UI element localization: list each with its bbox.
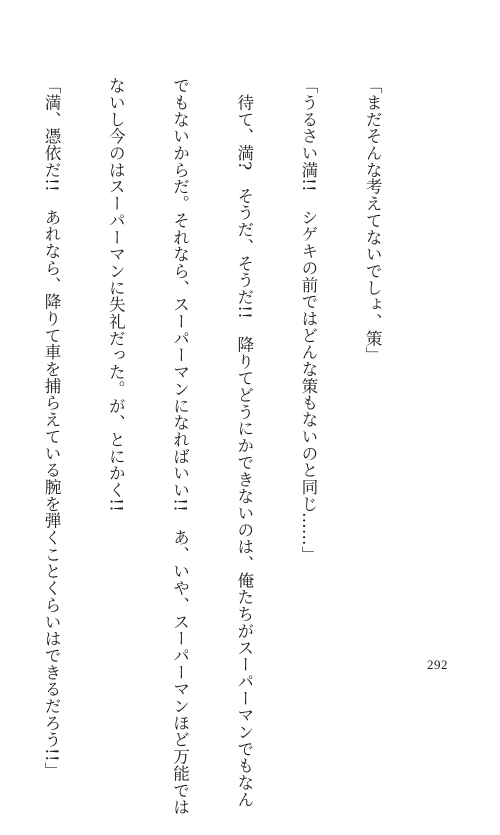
vertical-text-body [0,77,426,816]
page-number: 292 [427,657,448,672]
text-line: 「満、憑依だ!! あれなら、降りて車を捕らえている腕を弾くことくらいはできるだろう!!」 [42,77,62,779]
text-line: ないし今のはスーパーマンに失礼だった。が、とにかく!! [106,77,126,513]
text-line: 「うるさい満!! シゲキの前ではどんな策もないのと同じ……」 [298,77,318,563]
text-line: 待て、満? そうだ、そうだ!! 降りてどうにかできないのは、俺たちがスーパーマンでもなん [234,77,254,808]
text-line: 「まだそんな考えてないでしょ、策」 [363,77,383,364]
text-line: でもないからだ。それなら、スーパーマンになればいい!! あ、いや、スーパーマンほど万能では [170,77,190,816]
